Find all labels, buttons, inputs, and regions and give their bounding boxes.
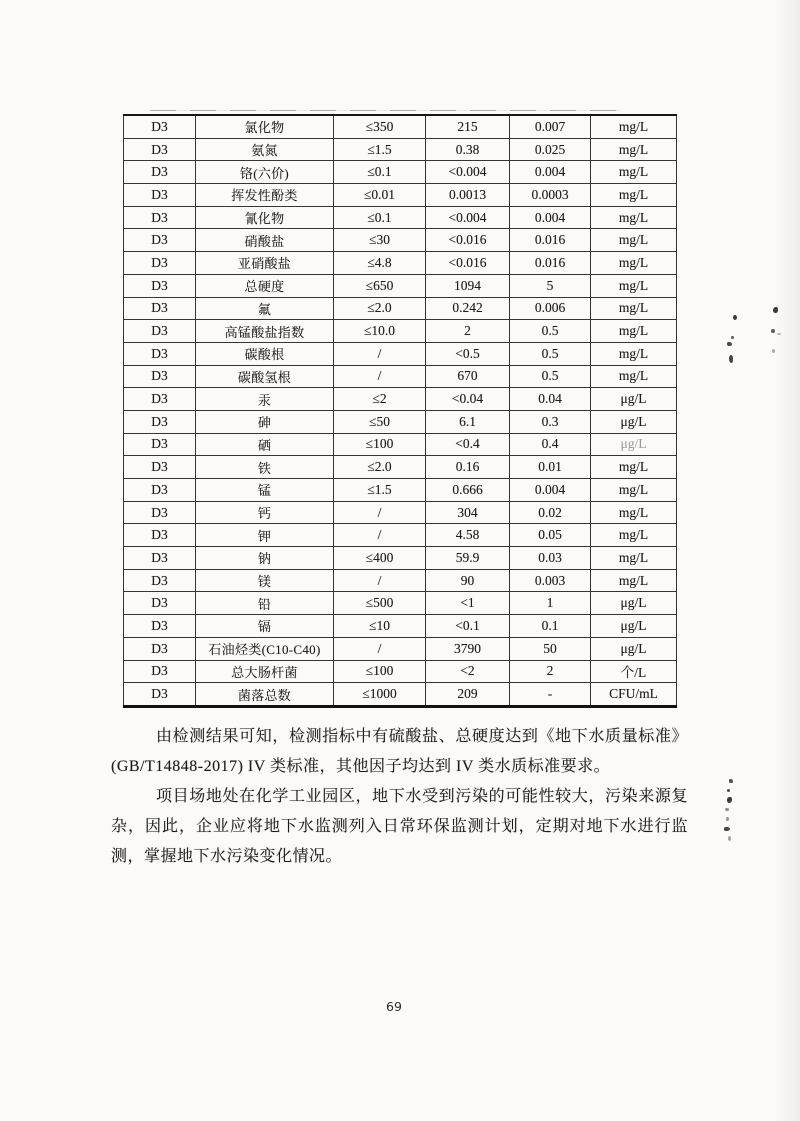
- ink-dot: [777, 333, 781, 335]
- cell-monitoring-point: D3: [124, 342, 196, 365]
- table-row: [124, 456, 677, 479]
- cell-standard-limit: /: [334, 501, 426, 524]
- cell-monitoring-point: D3: [124, 433, 196, 456]
- cell-measured-value: 0.38: [426, 138, 510, 161]
- table-row: [124, 115, 677, 138]
- cell-measured-value: 0.242: [426, 297, 510, 320]
- cell-detection-limit: 0.04: [510, 388, 591, 411]
- cell-unit: mg/L: [591, 115, 677, 138]
- cell-monitoring-point: D3: [124, 320, 196, 343]
- cell-unit: 个/L: [591, 660, 677, 683]
- cell-parameter: 氰化物: [196, 206, 334, 229]
- cell-parameter: 铁: [196, 456, 334, 479]
- cell-monitoring-point: D3: [124, 637, 196, 660]
- cell-detection-limit: 5: [510, 274, 591, 297]
- cell-parameter: 硝酸盐: [196, 229, 334, 252]
- cell-measured-value: <0.004: [426, 161, 510, 184]
- cell-detection-limit: 0.3: [510, 410, 591, 433]
- cell-monitoring-point: D3: [124, 501, 196, 524]
- cell-standard-limit: ≤1.5: [334, 479, 426, 502]
- cell-standard-limit: ≤1000: [334, 683, 426, 707]
- cell-unit: mg/L: [591, 320, 677, 343]
- table-row: [124, 592, 677, 615]
- table-row: [124, 297, 677, 320]
- cell-monitoring-point: D3: [124, 229, 196, 252]
- cell-standard-limit: ≤100: [334, 433, 426, 456]
- cell-standard-limit: ≤2: [334, 388, 426, 411]
- cell-unit: mg/L: [591, 161, 677, 184]
- cell-monitoring-point: D3: [124, 456, 196, 479]
- cell-parameter: 氟: [196, 297, 334, 320]
- table-row: [124, 138, 677, 161]
- cell-standard-limit: /: [334, 342, 426, 365]
- cell-monitoring-point: D3: [124, 479, 196, 502]
- cell-standard-limit: ≤30: [334, 229, 426, 252]
- cell-monitoring-point: D3: [124, 274, 196, 297]
- table-row: [124, 229, 677, 252]
- cell-measured-value: 1094: [426, 274, 510, 297]
- cell-monitoring-point: D3: [124, 615, 196, 638]
- cell-standard-limit: ≤2.0: [334, 297, 426, 320]
- cell-detection-limit: 0.1: [510, 615, 591, 638]
- cell-standard-limit: ≤650: [334, 274, 426, 297]
- ink-dot: [726, 817, 729, 821]
- table-row: [124, 410, 677, 433]
- cell-monitoring-point: D3: [124, 547, 196, 570]
- cell-monitoring-point: D3: [124, 410, 196, 433]
- cell-detection-limit: 0.02: [510, 501, 591, 524]
- cell-unit: mg/L: [591, 184, 677, 207]
- cell-standard-limit: ≤10.0: [334, 320, 426, 343]
- cell-detection-limit: 0.05: [510, 524, 591, 547]
- cell-standard-limit: /: [334, 569, 426, 592]
- cell-measured-value: 0.666: [426, 479, 510, 502]
- cell-parameter: 钾: [196, 524, 334, 547]
- cell-detection-limit: 0.003: [510, 569, 591, 592]
- cell-standard-limit: ≤50: [334, 410, 426, 433]
- cell-monitoring-point: D3: [124, 161, 196, 184]
- cell-unit: μg/L: [591, 410, 677, 433]
- cell-detection-limit: 0.006: [510, 297, 591, 320]
- ink-dot: [772, 349, 775, 353]
- cell-parameter: 铬(六价): [196, 161, 334, 184]
- cell-parameter: 砷: [196, 410, 334, 433]
- cell-monitoring-point: D3: [124, 592, 196, 615]
- cell-unit: mg/L: [591, 229, 677, 252]
- cell-parameter: 挥发性酚类: [196, 184, 334, 207]
- table-row: [124, 388, 677, 411]
- cell-standard-limit: ≤500: [334, 592, 426, 615]
- cell-unit: mg/L: [591, 479, 677, 502]
- cell-unit: mg/L: [591, 456, 677, 479]
- cell-parameter: 镁: [196, 569, 334, 592]
- cell-unit: μg/L: [591, 637, 677, 660]
- cell-standard-limit: ≤0.01: [334, 184, 426, 207]
- cell-unit: mg/L: [591, 365, 677, 388]
- cell-detection-limit: 2: [510, 660, 591, 683]
- cell-detection-limit: 50: [510, 637, 591, 660]
- cell-detection-limit: 0.007: [510, 115, 591, 138]
- ink-dot: [727, 789, 730, 792]
- cell-measured-value: <0.1: [426, 615, 510, 638]
- cell-parameter: 总硬度: [196, 274, 334, 297]
- cell-detection-limit: 0.01: [510, 456, 591, 479]
- cell-measured-value: 2: [426, 320, 510, 343]
- cell-detection-limit: 0.004: [510, 161, 591, 184]
- cell-parameter: 总大肠杆菌: [196, 660, 334, 683]
- cell-detection-limit: 0.004: [510, 479, 591, 502]
- cell-monitoring-point: D3: [124, 206, 196, 229]
- cell-standard-limit: /: [334, 524, 426, 547]
- cell-unit: μg/L: [591, 615, 677, 638]
- cell-measured-value: 209: [426, 683, 510, 707]
- cell-measured-value: 3790: [426, 637, 510, 660]
- table-row: [124, 252, 677, 275]
- cell-monitoring-point: D3: [124, 297, 196, 320]
- cell-standard-limit: ≤10: [334, 615, 426, 638]
- cell-measured-value: <0.004: [426, 206, 510, 229]
- cell-detection-limit: 0.5: [510, 320, 591, 343]
- table-row: [124, 501, 677, 524]
- cell-parameter: 碳酸根: [196, 342, 334, 365]
- cell-unit: mg/L: [591, 524, 677, 547]
- ink-dot: [728, 836, 731, 841]
- cell-unit: μg/L: [591, 388, 677, 411]
- cell-parameter: 高锰酸盐指数: [196, 320, 334, 343]
- table-row: [124, 320, 677, 343]
- table-row: [124, 547, 677, 570]
- cell-parameter: 镉: [196, 615, 334, 638]
- cell-parameter: 氨氮: [196, 138, 334, 161]
- cell-detection-limit: 0.03: [510, 547, 591, 570]
- cell-unit: mg/L: [591, 501, 677, 524]
- cell-standard-limit: /: [334, 637, 426, 660]
- cell-measured-value: <0.016: [426, 229, 510, 252]
- cell-monitoring-point: D3: [124, 660, 196, 683]
- ink-dot: [727, 342, 732, 346]
- cell-measured-value: <1: [426, 592, 510, 615]
- groundwater-monitoring-table-wrap: [123, 114, 677, 708]
- cell-unit: mg/L: [591, 569, 677, 592]
- cell-standard-limit: ≤1.5: [334, 138, 426, 161]
- cell-standard-limit: ≤2.0: [334, 456, 426, 479]
- cell-monitoring-point: D3: [124, 252, 196, 275]
- cell-detection-limit: 0.5: [510, 342, 591, 365]
- table-row: [124, 683, 677, 707]
- cell-unit: mg/L: [591, 274, 677, 297]
- cell-unit: mg/L: [591, 547, 677, 570]
- cell-standard-limit: ≤100: [334, 660, 426, 683]
- cell-measured-value: <0.04: [426, 388, 510, 411]
- table-row: [124, 365, 677, 388]
- cell-detection-limit: 0.016: [510, 252, 591, 275]
- table-body: [124, 115, 677, 706]
- table-row: [124, 660, 677, 683]
- table-row: [124, 524, 677, 547]
- cell-parameter: 钠: [196, 547, 334, 570]
- table-row: [124, 569, 677, 592]
- ink-dot: [725, 808, 729, 811]
- cell-monitoring-point: D3: [124, 115, 196, 138]
- page-number: 69: [386, 999, 402, 1014]
- table-row: [124, 274, 677, 297]
- ink-dot: [773, 307, 778, 313]
- cell-standard-limit: ≤0.1: [334, 206, 426, 229]
- cell-parameter: 氯化物: [196, 115, 334, 138]
- cell-measured-value: 6.1: [426, 410, 510, 433]
- cell-monitoring-point: D3: [124, 365, 196, 388]
- paragraph-recommendation: 项目场地处在化学工业园区，地下水受到污染的可能性较大，污染来源复杂，因此，企业应将地下水监测列入日常环保监测计划，定期对地下水进行监测，掌握地下水污染变化情况。: [111, 788, 688, 865]
- cell-standard-limit: ≤4.8: [334, 252, 426, 275]
- cell-detection-limit: 0.0003: [510, 184, 591, 207]
- cell-parameter: 石油烃类(C10-C40): [196, 637, 334, 660]
- cell-unit: μg/L: [591, 592, 677, 615]
- cell-parameter: 亚硝酸盐: [196, 252, 334, 275]
- cell-unit: mg/L: [591, 342, 677, 365]
- cell-parameter: 硒: [196, 433, 334, 456]
- cell-unit: mg/L: [591, 206, 677, 229]
- cell-standard-limit: ≤350: [334, 115, 426, 138]
- cell-unit: CFU/mL: [591, 683, 677, 707]
- cell-detection-limit: 0.5: [510, 365, 591, 388]
- cell-measured-value: 0.16: [426, 456, 510, 479]
- ink-dot: [731, 336, 734, 339]
- table-row: [124, 479, 677, 502]
- cell-standard-limit: /: [334, 365, 426, 388]
- ink-dot: [729, 355, 733, 363]
- cell-monitoring-point: D3: [124, 683, 196, 707]
- cell-detection-limit: 1: [510, 592, 591, 615]
- cell-detection-limit: 0.025: [510, 138, 591, 161]
- cell-monitoring-point: D3: [124, 524, 196, 547]
- cell-measured-value: <0.5: [426, 342, 510, 365]
- cell-measured-value: 215: [426, 115, 510, 138]
- cell-measured-value: 4.58: [426, 524, 510, 547]
- ink-dot: [729, 779, 733, 783]
- cell-measured-value: 670: [426, 365, 510, 388]
- cell-standard-limit: ≤0.1: [334, 161, 426, 184]
- cell-detection-limit: 0.4: [510, 433, 591, 456]
- cell-measured-value: <0.4: [426, 433, 510, 456]
- table-row: [124, 342, 677, 365]
- paragraph-conclusion: 由检测结果可知，检测指标中有硫酸盐、总硬度达到《地下水质量标准》(GB/T14848-2017) IV 类标准，其他因子均达到 IV 类水质标准要求。: [111, 728, 688, 775]
- cell-parameter: 锰: [196, 479, 334, 502]
- table-row: [124, 206, 677, 229]
- table-row: [124, 161, 677, 184]
- cell-parameter: 钙: [196, 501, 334, 524]
- cell-monitoring-point: D3: [124, 138, 196, 161]
- cell-monitoring-point: D3: [124, 388, 196, 411]
- cell-detection-limit: -: [510, 683, 591, 707]
- cell-unit: mg/L: [591, 138, 677, 161]
- cell-unit: mg/L: [591, 297, 677, 320]
- cell-monitoring-point: D3: [124, 569, 196, 592]
- table-row: [124, 615, 677, 638]
- cell-parameter: 铅: [196, 592, 334, 615]
- body-text: [111, 722, 688, 872]
- cell-measured-value: <2: [426, 660, 510, 683]
- ink-dot: [733, 315, 737, 320]
- cell-detection-limit: 0.004: [510, 206, 591, 229]
- cell-measured-value: <0.016: [426, 252, 510, 275]
- table-row: [124, 184, 677, 207]
- cell-unit: μg/L: [591, 433, 677, 456]
- cell-parameter: 菌落总数: [196, 683, 334, 707]
- table-row: [124, 433, 677, 456]
- ink-dot: [724, 827, 730, 831]
- cell-unit: mg/L: [591, 252, 677, 275]
- cell-standard-limit: ≤400: [334, 547, 426, 570]
- ink-dot: [727, 797, 732, 803]
- table-row: [124, 637, 677, 660]
- cell-parameter: 碳酸氢根: [196, 365, 334, 388]
- cell-measured-value: 90: [426, 569, 510, 592]
- cell-measured-value: 0.0013: [426, 184, 510, 207]
- cell-measured-value: 304: [426, 501, 510, 524]
- groundwater-monitoring-table: [123, 114, 677, 708]
- cell-measured-value: 59.9: [426, 547, 510, 570]
- scan-edge-shadow: [774, 0, 800, 1121]
- cell-parameter: 汞: [196, 388, 334, 411]
- cell-monitoring-point: D3: [124, 184, 196, 207]
- scan-artifact-line: [150, 110, 620, 111]
- cell-detection-limit: 0.016: [510, 229, 591, 252]
- ink-dot: [771, 329, 775, 333]
